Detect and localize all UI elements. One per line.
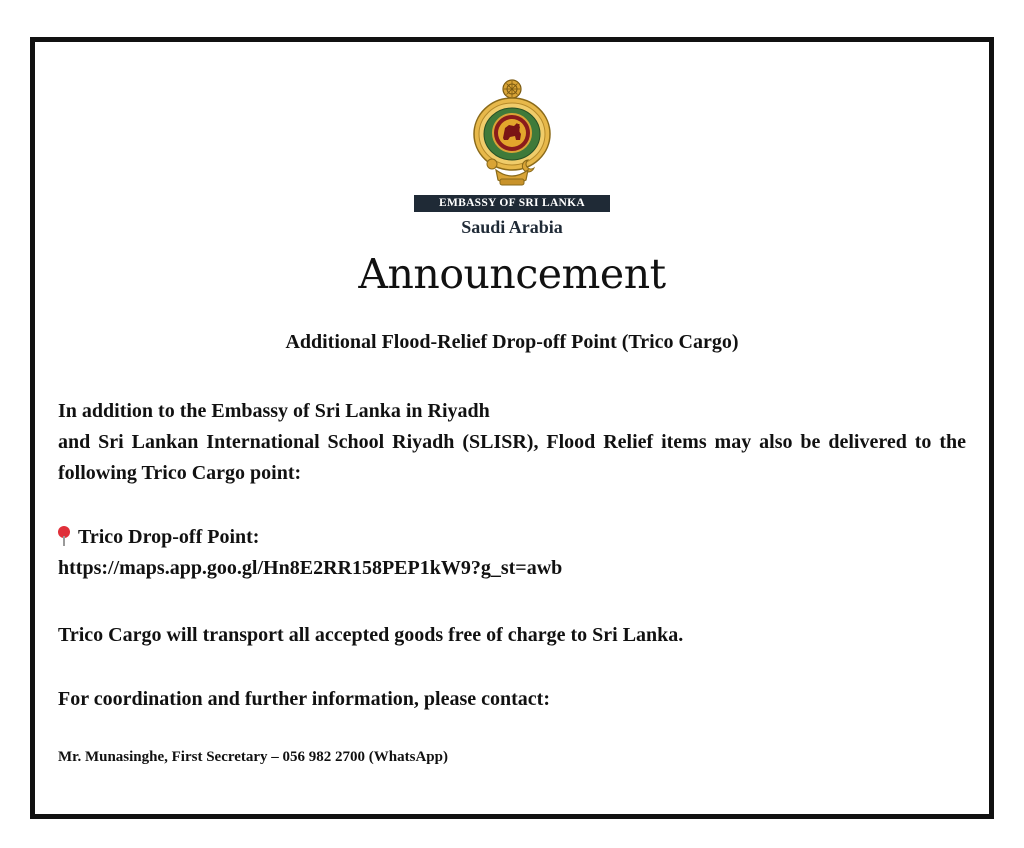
page-title: Announcement (358, 250, 666, 298)
intro-line-1: In addition to the Embassy of Sri Lanka in Riyadh (58, 400, 490, 422)
country-name: Saudi Arabia (461, 217, 563, 237)
dropoff-section (58, 522, 966, 584)
announcement-subtitle: Additional Flood-Relief Drop-off Point (Trico Cargo) (285, 331, 739, 353)
round-pushpin-icon (58, 526, 70, 546)
sri-lanka-emblem-icon (470, 78, 554, 190)
dropoff-label: Trico Drop-off Point: (78, 526, 260, 548)
intro-paragraph (58, 396, 966, 489)
transport-note: Trico Cargo will transport all accepted goods free of charge to Sri Lanka. (58, 624, 684, 646)
contact-details: Mr. Munasinghe, First Secretary – 056 982 2700 (WhatsApp) (58, 749, 448, 765)
contact-prompt: For coordination and further information, please contact: (58, 688, 551, 710)
embassy-banner: EMBASSY OF SRI LANKA (414, 195, 610, 212)
dropoff-map-link[interactable]: https://maps.app.goo.gl/Hn8E2RR158PEP1kW9?g_st=awb (58, 557, 563, 579)
dropoff-heading (58, 522, 966, 553)
intro-line-2: and Sri Lankan International School Riyadh (SLISR), Flood Relief items may also be delivered to the following Trico Cargo point: (58, 431, 966, 484)
